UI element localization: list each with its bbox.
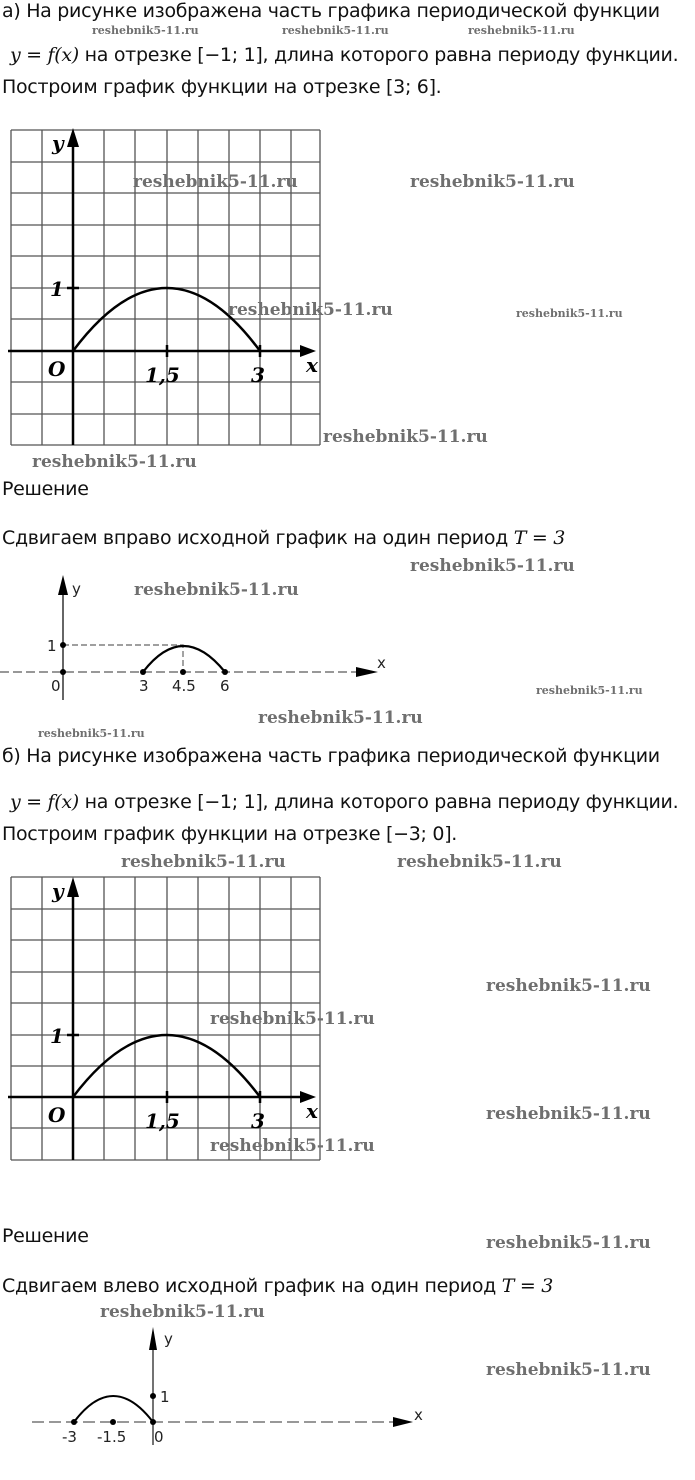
y-axis-label: y bbox=[72, 580, 81, 598]
watermark: reshebnik5-11.ru bbox=[133, 172, 298, 192]
watermark: reshebnik5-11.ru bbox=[258, 708, 423, 728]
x-axis-label: x bbox=[306, 1099, 318, 1123]
tick-label-6: 6 bbox=[220, 677, 230, 695]
watermark: reshebnik5-11.ru bbox=[468, 24, 575, 37]
tick-label-minus-3: -3 bbox=[62, 1428, 77, 1446]
tick-label-0: 0 bbox=[51, 677, 61, 695]
tick-label-y1: 1 bbox=[50, 277, 64, 301]
watermark: reshebnik5-11.ru bbox=[282, 24, 389, 37]
tick-label-minus-1-5: -1.5 bbox=[97, 1428, 127, 1446]
tick-label-x15: 1,5 bbox=[145, 1109, 180, 1133]
statement-text: на отрезке [−1; 1], длина которого равна периоду функции. bbox=[78, 44, 679, 66]
tick-label-y1: 1 bbox=[50, 1024, 64, 1048]
watermark: reshebnik5-11.ru bbox=[134, 580, 299, 600]
period: T = 3 bbox=[501, 1275, 554, 1297]
x-axis-label: x bbox=[306, 353, 318, 377]
formula: y = f(x) bbox=[10, 791, 79, 813]
y-axis-label: y bbox=[52, 131, 64, 155]
watermark: reshebnik5-11.ru bbox=[410, 556, 575, 576]
part-a-statement-line1: а) На рисунке изображена часть графика периодической функции bbox=[2, 0, 660, 22]
x-axis-label: x bbox=[377, 654, 386, 672]
watermark: reshebnik5-11.ru bbox=[486, 1104, 651, 1124]
tick-label-x15: 1,5 bbox=[145, 363, 180, 387]
watermark: reshebnik5-11.ru bbox=[486, 1233, 651, 1253]
watermark: reshebnik5-11.ru bbox=[228, 300, 393, 320]
x-axis-label: x bbox=[414, 1406, 423, 1424]
watermark: reshebnik5-11.ru bbox=[486, 976, 651, 996]
period: T = 3 bbox=[513, 527, 566, 549]
tick-label-x3: 3 bbox=[251, 1109, 265, 1133]
watermark: reshebnik5-11.ru bbox=[32, 452, 197, 472]
watermark: reshebnik5-11.ru bbox=[410, 172, 575, 192]
part-a-solution-heading: Решение bbox=[2, 478, 89, 500]
watermark: reshebnik5-11.ru bbox=[536, 684, 643, 697]
tick-label-0: 0 bbox=[154, 1428, 164, 1446]
watermark: reshebnik5-11.ru bbox=[92, 24, 199, 37]
y-axis-arrow-icon bbox=[149, 1327, 157, 1350]
origin-label: O bbox=[48, 357, 66, 381]
part-a-statement-line3: Построим график функции на отрезке [3; 6]. bbox=[2, 76, 442, 98]
watermark: reshebnik5-11.ru bbox=[397, 852, 562, 872]
tick-label-y1: 1 bbox=[160, 1388, 170, 1406]
watermark: reshebnik5-11.ru bbox=[210, 1136, 375, 1156]
tick-label-y1: 1 bbox=[47, 637, 57, 655]
formula: y = f(x) bbox=[10, 44, 79, 66]
x-axis-arrow-icon bbox=[393, 1417, 413, 1427]
function-curve bbox=[74, 1396, 153, 1422]
tick-label-3: 3 bbox=[139, 677, 149, 695]
y-axis-label: y bbox=[164, 1330, 173, 1348]
y-axis-label: y bbox=[52, 879, 64, 903]
solution-text: Сдвигаем вправо исходной график на один период bbox=[2, 527, 514, 549]
part-b-solution-heading: Решение bbox=[2, 1225, 89, 1247]
origin-label: O bbox=[48, 1103, 66, 1127]
tick-label-4-5: 4.5 bbox=[172, 677, 196, 695]
tick-label-x3: 3 bbox=[251, 363, 265, 387]
watermark: reshebnik5-11.ru bbox=[323, 427, 488, 447]
watermark: reshebnik5-11.ru bbox=[516, 307, 623, 320]
part-b-statement-line3: Построим график функции на отрезке [−3; 0]. bbox=[2, 823, 458, 845]
watermark: reshebnik5-11.ru bbox=[210, 1009, 375, 1029]
watermark: reshebnik5-11.ru bbox=[121, 852, 286, 872]
watermark: reshebnik5-11.ru bbox=[38, 727, 145, 740]
solution-text: Сдвигаем влево исходной график на один период bbox=[2, 1275, 502, 1297]
statement-text: на отрезке [−1; 1], длина которого равна периоду функции. bbox=[78, 791, 679, 813]
watermark: reshebnik5-11.ru bbox=[486, 1360, 651, 1380]
part-b-statement-line1: б) На рисунке изображена часть графика периодической функции bbox=[2, 745, 660, 767]
watermark: reshebnik5-11.ru bbox=[100, 1302, 265, 1322]
